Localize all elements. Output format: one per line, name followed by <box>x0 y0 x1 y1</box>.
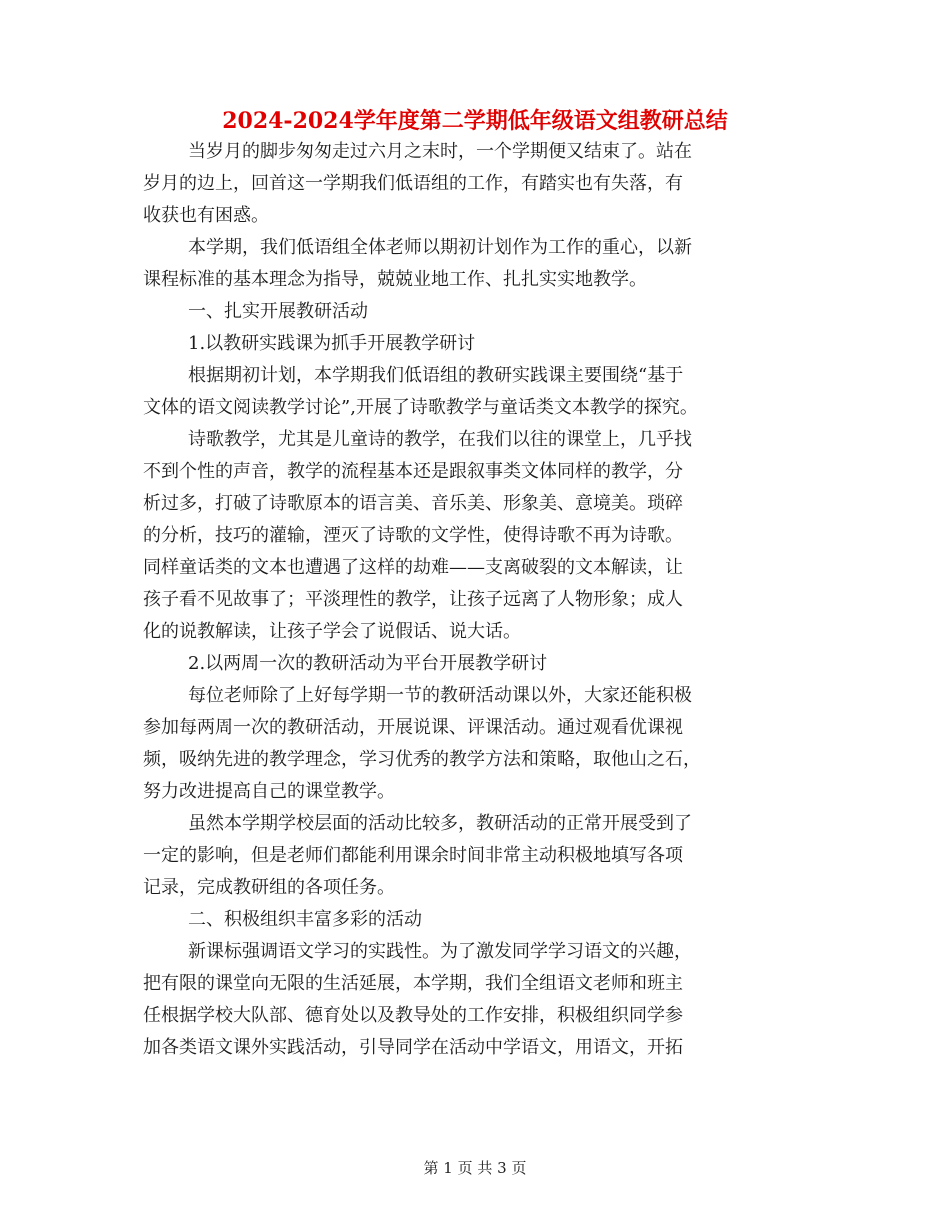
text-line: 努力改进提高自己的课堂教学。 <box>143 781 395 802</box>
text-line: 当岁月的脚步匆匆走过六月之末时，一个学期便又结束了。站在 <box>188 141 692 162</box>
text-line: 同样童话类的文本也遭遇了这样的劫难——支离破裂的文本解读，让 <box>143 557 683 578</box>
subsection-heading: 2.以两周一次的教研活动为平台开展教学研讨 <box>188 653 548 674</box>
text-line: 任根据学校大队部、德育处以及教导处的工作安排，积极组织同学参 <box>143 1005 683 1026</box>
text-line: 频，吸纳先进的教学理念，学习优秀的教学方法和策略，取他山之石， <box>143 749 701 770</box>
subsection-heading: 1.以教研实践课为抓手开展教学研讨 <box>188 333 476 354</box>
text-line: 加各类语文课外实践活动，引导同学在活动中学语文，用语文，开拓 <box>143 1037 683 1058</box>
document-title: 2024-2024学年度第二学期低年级语文组教研总结 <box>222 108 728 134</box>
section-heading: 一、扎实开展教研活动 <box>188 301 368 322</box>
text-line: 不到个性的声音，教学的流程基本还是跟叙事类文体同样的教学，分 <box>143 461 683 482</box>
text-line: 的分析，技巧的灌输，湮灭了诗歌的文学性，使得诗歌不再为诗歌。 <box>143 525 683 546</box>
text-line: 把有限的课堂向无限的生活延展，本学期，我们全组语文老师和班主 <box>143 973 683 994</box>
text-line: 文体的语文阅读教学讨论”,开展了诗歌教学与童话类文本教学的探究。 <box>143 397 698 418</box>
text-line: 化的说教解读，让孩子学会了说假话、说大话。 <box>143 621 521 642</box>
text-line: 岁月的边上，回首这一学期我们低语组的工作，有踏实也有失落，有 <box>143 173 683 194</box>
text-line: 析过多，打破了诗歌原本的语言美、音乐美、形象美、意境美。琐碎 <box>143 493 683 514</box>
text-line: 虽然本学期学校层面的活动比较多，教研活动的正常开展受到了 <box>188 813 692 834</box>
text-line: 本学期，我们低语组全体老师以期初计划作为工作的重心，以新 <box>188 237 692 258</box>
text-line: 孩子看不见故事了；平淡理性的教学，让孩子远离了人物形象；成人 <box>143 589 683 610</box>
text-line: 一定的影响，但是老师们都能利用课余时间非常主动积极地填写各项 <box>143 845 683 866</box>
text-line: 参加每两周一次的教研活动，开展说课、评课活动。通过观看优课视 <box>143 717 683 738</box>
text-line: 新课标强调语文学习的实践性。为了激发同学学习语文的兴趣， <box>188 941 692 962</box>
text-line: 收获也有困惑。 <box>143 205 269 226</box>
text-line: 记录，完成教研组的各项任务。 <box>143 877 395 898</box>
text-line: 根据期初计划，本学期我们低语组的教研实践课主要围绕“基于 <box>188 365 684 386</box>
text-line: 课程标准的基本理念为指导，兢兢业地工作、扎扎实实地教学。 <box>143 269 647 290</box>
text-line: 诗歌教学，尤其是儿童诗的教学，在我们以往的课堂上，几乎找 <box>188 429 692 450</box>
section-heading: 二、积极组织丰富多彩的活动 <box>188 909 422 930</box>
text-line: 每位老师除了上好每学期一节的教研活动课以外，大家还能积极 <box>188 685 692 706</box>
page-number-footer: 第 1 页 共 3 页 <box>423 1159 527 1177</box>
